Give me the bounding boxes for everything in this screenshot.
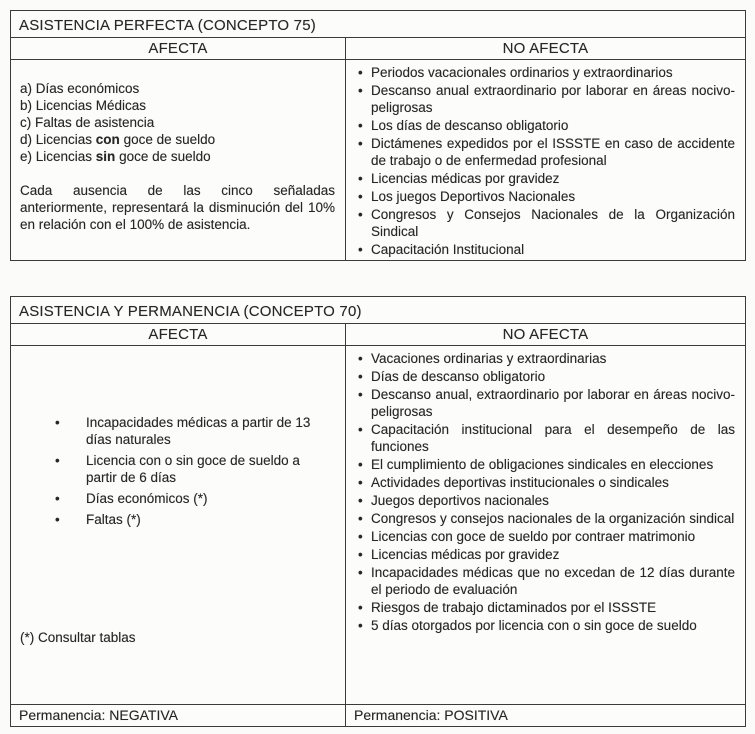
list-item: • Días económicos (*) [55, 490, 333, 507]
list-item: • Licencia con o sin goce de sueldo a partir de 6 días [55, 452, 333, 486]
list-item: b) Licencias Médicas [20, 98, 147, 113]
table2-footer-row [11, 704, 745, 726]
table1-body-row [11, 60, 745, 260]
list-item: • 5 días otorgados por licencia con o sin goce de sueldo [356, 617, 735, 634]
list-item: • Incapacidades médicas a partir de 13 días naturales [55, 414, 333, 448]
table1-column-header-no-afecta: NO AFECTA [502, 40, 589, 57]
list-item: • Descanso anual extraordinario por laborar en áreas nocivo-peligrosas [356, 82, 735, 116]
list-item: • Periodos vacacionales ordinarios y extraordinarios [356, 64, 735, 81]
list-item: • Licencias con goce de sueldo por contraer matrimonio [356, 528, 735, 545]
list-item: • Capacitación institucional para el desempeño de las funciones [356, 421, 735, 455]
list-item: a) Días económicos [20, 81, 140, 96]
list-item: • Congresos y Consejos Nacionales de la Organización Sindical [356, 206, 735, 240]
table2-column-header-no-afecta: NO AFECTA [502, 326, 589, 343]
list-item: d) Licencias con goce de sueldo [20, 132, 216, 147]
list-item: • Actividades deportivas institucionales o sindicales [356, 474, 735, 491]
table2-footer-positiva: Permanencia: POSITIVA [354, 707, 508, 723]
table1-no-afecta-cell [346, 60, 745, 260]
list-item: • Los días de descanso obligatorio [356, 117, 735, 134]
table2-no-afecta-list [356, 350, 735, 634]
table2-body-row [11, 346, 745, 704]
table2-column-header-afecta: AFECTA [11, 324, 346, 345]
table1-no-afecta-list [356, 64, 735, 258]
list-item: • Riesgos de trabajo dictaminados por el ISSSTE [356, 599, 735, 616]
table2-afecta-list [55, 414, 333, 528]
table1-afecta-cell [11, 60, 346, 260]
list-item: c) Faltas de asistencia [20, 115, 155, 130]
list-item: • Descanso anual, extraordinario por laborar en áreas nocivo-peligrosas [356, 386, 735, 420]
table2-afecta-cell [11, 346, 346, 704]
table-asistencia-perfecta [10, 10, 746, 261]
list-item: e) Licencias sin goce de sueldo [20, 149, 211, 164]
list-item: • Días de descanso obligatorio [356, 368, 735, 385]
table-asistencia-permanencia [10, 296, 746, 727]
list-item: • Capacitación Institucional [356, 241, 735, 258]
list-item: • Juegos deportivos nacionales [356, 492, 735, 509]
table1-title: ASISTENCIA PERFECTA (CONCEPTO 75) [11, 11, 745, 38]
table1-afecta-list [20, 80, 335, 165]
list-item: • Faltas (*) [55, 511, 333, 528]
list-item: • Incapacidades médicas que no excedan de 12 días durante el periodo de evaluación [356, 564, 735, 598]
list-item: • Dictámenes expedidos por el ISSSTE en caso de accidente de trabajo o de enfermedad profesional [356, 135, 735, 169]
list-item: • Congresos y consejos nacionales de la organización sindical [356, 510, 735, 527]
list-item: • Licencias médicas por gravidez [356, 170, 735, 187]
table1-column-header-afecta: AFECTA [11, 38, 346, 59]
list-item: • El cumplimiento de obligaciones sindicales en elecciones [356, 456, 735, 473]
list-item: • Vacaciones ordinarias y extraordinarias [356, 350, 735, 367]
list-item: • Los juegos Deportivos Nacionales [356, 188, 735, 205]
table1-afecta-note: Cada ausencia de las cinco señaladas anteriormente, representará la disminución del 10% en relación con el 100% de asistencia. [20, 183, 335, 232]
table1-header-row [11, 38, 745, 60]
table2-afecta-footnote: (*) Consultar tablas [20, 630, 136, 645]
table-spacer [10, 261, 746, 296]
table2-no-afecta-cell [346, 346, 745, 704]
table2-title: ASISTENCIA Y PERMANENCIA (CONCEPTO 70) [11, 297, 745, 324]
list-item: • Licencias médicas por gravidez [356, 546, 735, 563]
table2-footer-negativa: Permanencia: NEGATIVA [11, 705, 346, 726]
table2-header-row [11, 324, 745, 346]
